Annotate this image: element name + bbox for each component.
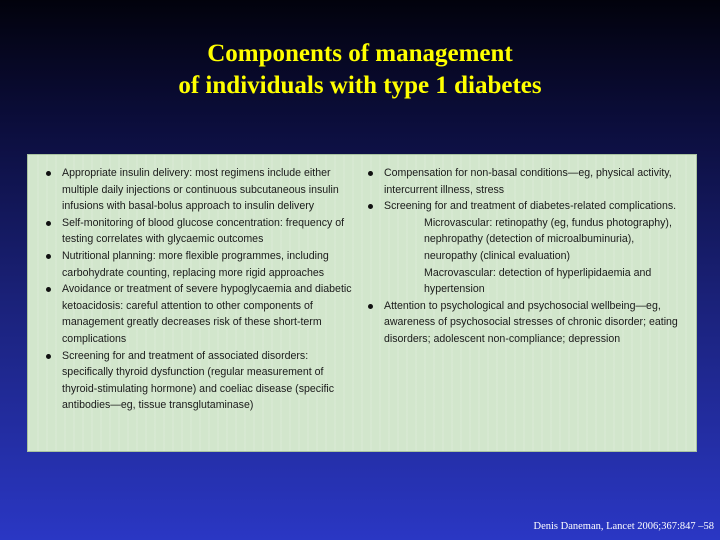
slide-title xyxy=(0,38,720,102)
list-item xyxy=(42,348,357,414)
slide-title-line-1: Components of management xyxy=(207,40,513,67)
list-item-text: Appropriate insulin delivery: most regimens include either multiple daily injections or continuous subcutaneous insulin infusions with basal-bolus approach to insulin delivery xyxy=(62,167,339,213)
list-item xyxy=(42,165,357,215)
list-item xyxy=(42,248,357,281)
citation: Denis Daneman, Lancet 2006;367:847 –58 xyxy=(533,521,714,532)
list-item-text: Nutritional planning: more flexible programmes, including carbohydrate counting, replacing more rigid approaches xyxy=(62,249,329,279)
sub-item-macrovascular: Macrovascular: detection of hyperlipidaemia and hypertension xyxy=(424,266,652,296)
bullet-icon xyxy=(46,171,51,176)
list-item xyxy=(364,298,686,348)
sub-item-microvascular: Microvascular: retinopathy (eg, fundus photography), nephropathy (detection of microalbuminuria), neuropathy (clinical evaluation) xyxy=(424,216,672,262)
list-item-text: Avoidance or treatment of severe hypoglycaemia and diabetic ketoacidosis: careful attention to other components of management greatly decreases risk of these short-term complications xyxy=(62,283,352,345)
list-item xyxy=(42,281,357,347)
list-item xyxy=(42,215,357,248)
list-item-text: Screening for and treatment of associated disorders: specifically thyroid dysfunction (regular measurement of thyroid-stimulating hormone) and coeliac disease (specific antibodies—eg, tissue transglutaminase) xyxy=(62,349,335,412)
list-item-text: Attention to psychological and psychosocial wellbeing—eg, awareness of psychosocial stresses of chronic disorder; eating disorders; adolescent non-compliance; depression xyxy=(384,299,678,345)
list-item xyxy=(364,198,686,298)
left-column xyxy=(42,165,357,414)
list-item-text: Self-monitoring of blood glucose concentration: frequency of testing correlates with glycaemic outcomes xyxy=(62,216,345,246)
bullet-icon xyxy=(368,204,373,209)
bullet-icon xyxy=(368,304,373,309)
slide-title-line-2: of individuals with type 1 diabetes xyxy=(178,72,542,99)
bullet-icon xyxy=(368,171,373,176)
right-bullet-list xyxy=(364,165,686,348)
bullet-icon xyxy=(46,254,51,259)
list-item-text: Screening for and treatment of diabetes-related complications. xyxy=(384,200,677,213)
list-item xyxy=(364,165,686,198)
bullet-icon xyxy=(46,221,51,226)
bullet-icon xyxy=(46,354,51,359)
right-column xyxy=(364,165,686,348)
left-bullet-list xyxy=(42,165,357,414)
list-item-text: Compensation for non-basal conditions—eg, physical activity, intercurrent illness, stress xyxy=(384,167,672,196)
content-panel xyxy=(27,154,697,452)
bullet-icon xyxy=(46,287,51,292)
